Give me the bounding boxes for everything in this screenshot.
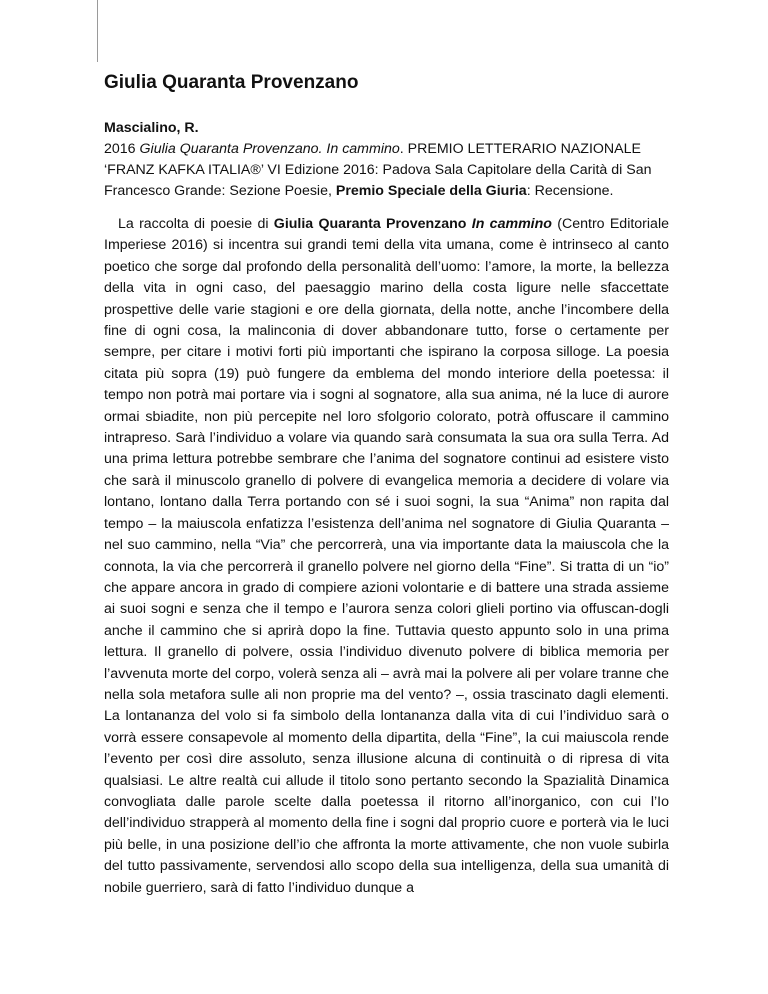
- citation-award: Premio Speciale della Giuria: [335, 183, 527, 199]
- book-title: In cammino: [471, 216, 552, 232]
- citation-work-title: Giulia Quaranta Provenzano. In cammino: [139, 141, 400, 157]
- citation-year: 2016: [104, 141, 136, 157]
- author-name: Mascialino, R.: [104, 120, 199, 136]
- citation-description: . PREMIO LETTERARIO NAZIONALE ‘FRANZ KAFKA ITALIA®’ VI Edizione 2016: Padova Sala Capitolare della Carità di San Francesco Grande: Sezione Poesie,: [104, 141, 652, 199]
- document-title: Giulia Quaranta Provenzano: [104, 72, 359, 93]
- paragraph-intro: La raccolta di poesie di: [118, 216, 274, 232]
- citation: [104, 139, 669, 202]
- review-paragraph: [104, 214, 669, 899]
- poet-name: Giulia Quaranta Provenzano: [273, 216, 467, 232]
- paragraph-text: (Centro Editoriale Imperiese 2016) si incentra sui grandi temi della vita umana, come è intrinseco al canto poetico che sorge dal profondo della personalità dell’uomo: l’amore, la morte, la bellezza della vita in ogni caso, del paesaggio marino della costa ligure nelle sfaccettate prospettive delle varie stagioni e ore della giornata, della notte, anche l’incombere della fine di ogni cosa, la malinconia di dover abbandonare tutto, forse o certamente per sempre, per citare i motivi forti più importanti che ispirano la corposa silloge. La poesia citata più sopra (19) può fungere da emblema del mondo interiore della poetessa: il tempo non potrà mai portare via i sogni al sognatore, alla sua anima, né la luce di aurore ormai sbiadite, non più percepite nel loro sfolgorio colorato, potrà offuscare il cammino intrapreso. Sarà l’individuo a volare via quando sarà consumata la sua ora sulla Terra. Ad una prima lettura potrebbe sembrare che l’anima del sognatore continui ad esistere visto che sarà il minuscolo granello di polvere di evangelica memoria a decidere di volare via lontano, lontano dalla Terra portando con sé i suoi sogni, la sua “Anima” non rapita dal tempo – la maiuscola enfatizza l’esistenza dell’anima nel sognatore di Giulia Quaranta – nel suo cammino, nella “Via” che percorrerà, una via importante data la maiuscola che la connota, la via che percorrerà il granello polvere nel giorno della “Fine”. Si tratta di un “io” che appare ancora in grado di compiere azioni volontarie e di battere una strada assieme ai suoi sogni e senza che il tempo e l’aurora senza colori glieli portino via offuscan-dogli anche il cammino che si aprirà dopo la fine. Tuttavia questo appunto solo in una prima lettura. Il granello di polvere, ossia l’individuo divenuto polvere di biblica memoria per l’avvenuta morte del corpo, volerà senza ali – avrà mai la polvere ali per volare tranne che nella sola metafora sulle ali non proprie ma del vento? –, ossia trascinato dagli elementi. La lontananza del volo si fa simbolo della lontananza dalla vita di cui l’individuo sarà o vorrà essere consapevole al momento della dipartita, della “Fine”, la cui maiuscola rende l’evento per così dire assoluto, senza illusione alcuna di continuità o di ripresa di vita qualsiasi. Le altre realtà cui allude il titolo sono pertanto secondo la Spazialità Dinamica convogliata dalle parole scelte dalla poetessa il ritorno all’inorganico, con cui l’Io dell’individuo strapperà al momento della fine i sogni dal proprio cuore e porterà via le luci più belle, in una posizione dell’io che affronta la morte attivamente, che non vuole subirla del tutto passivamente, servendosi allo scopo della sua intelligenza, della sua umanità di nobile guerriero, sarà di fatto l’individuo dunque a: [104, 216, 669, 896]
- citation-tail: : Recensione.: [526, 183, 614, 199]
- document-page: [104, 70, 669, 913]
- page-edge-rule: [97, 0, 98, 62]
